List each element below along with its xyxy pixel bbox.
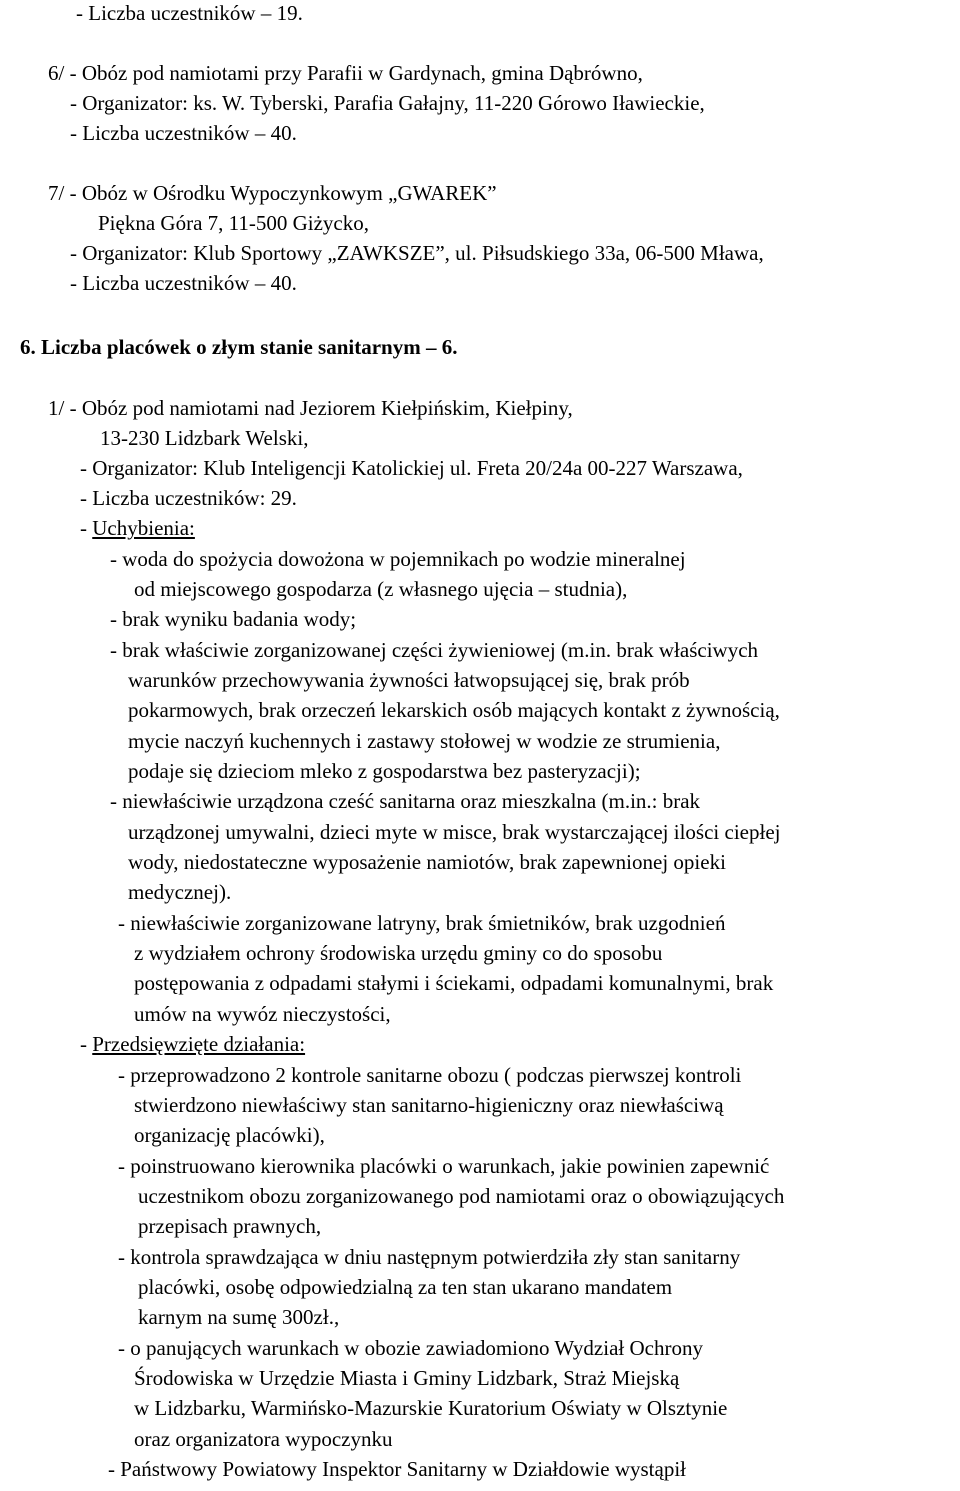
text-line: pokarmowych, brak orzeczeń lekarskich osób mających kontakt z żywnością,	[128, 698, 780, 722]
text-line: wody, niedostateczne wyposażenie namiotów, brak zapewnionej opieki	[128, 850, 726, 874]
text-line: - brak wyniku badania wody;	[110, 607, 357, 631]
text-line: - brak właściwie zorganizowanej części żywieniowej (m.in. brak właściwych	[110, 638, 759, 662]
text-line: - niewłaściwie urządzona cześć sanitarna oraz mieszkalna (m.in.: brak	[110, 789, 701, 813]
underlined-label: Przedsięwzięte działania:	[92, 1032, 306, 1056]
text-line: - poinstruowano kierownika placówki o warunkach, jakie powinien zapewnić	[118, 1154, 770, 1178]
text-line: z wydziałem ochrony środowiska urzędu gminy co do sposobu	[134, 941, 663, 965]
text-line: uczestnikom obozu zorganizowanego pod namiotami oraz o obowiązujących	[138, 1184, 785, 1208]
camp-entry-7: 7/ - Obóz w Ośrodku Wypoczynkowym „GWAREK”	[48, 181, 497, 205]
text-line: - kontrola sprawdzająca w dniu następnym potwierdziła zły stan sanitarny	[118, 1245, 741, 1269]
text-line: przepisach prawnych,	[138, 1214, 322, 1238]
camp-entry-1: 1/ - Obóz pod namiotami nad Jeziorem Kiełpińskim, Kiełpiny,	[48, 396, 573, 420]
text-line: medycznej).	[128, 880, 232, 904]
text-line: - przeprowadzono 2 kontrole sanitarne obozu ( podczas pierwszej kontroli	[118, 1063, 742, 1087]
camp-entry-6: 6/ - Obóz pod namiotami przy Parafii w Gardynach, gmina Dąbrówno,	[48, 61, 643, 85]
text-line: - Organizator: Klub Sportowy „ZAWKSZE”, ul. Piłsudskiego 33a, 06-500 Mława,	[70, 241, 764, 265]
text-line: warunków przechowywania żywności łatwopsującej się, brak prób	[128, 668, 690, 692]
text-line: - woda do spożycia dowożona w pojemnikach po wodzie mineralnej	[110, 547, 686, 571]
text-line: Piękna Góra 7, 11-500 Giżycko,	[98, 211, 369, 235]
text-line: stwierdzono niewłaściwy stan sanitarno-higieniczny oraz niewłaściwą	[134, 1093, 724, 1117]
dash: -	[80, 1032, 93, 1056]
text-line: podaje się dzieciom mleko z gospodarstwa bez pasteryzacji);	[128, 759, 641, 783]
text-line: placówki, osobę odpowiedzialną za ten stan ukarano mandatem	[138, 1275, 673, 1299]
text-line: w Lidzbarku, Warmińsko-Mazurskie Kuratorium Oświaty w Olsztynie	[134, 1396, 728, 1420]
text-line: - o panujących warunkach w obozie zawiadomiono Wydział Ochrony	[118, 1336, 703, 1360]
shortcomings-label	[80, 515, 195, 541]
text-line: Środowiska w Urzędzie Miasta i Gminy Lidzbark, Straż Miejską	[134, 1366, 680, 1390]
text-line: - Liczba uczestników – 40.	[70, 271, 297, 295]
text-line: organizację placówki),	[134, 1123, 325, 1147]
text-line: 13-230 Lidzbark Welski,	[100, 426, 309, 450]
text-line: umów na wywóz nieczystości,	[134, 1002, 391, 1026]
actions-label	[80, 1031, 305, 1057]
text-line: - Organizator: Klub Inteligencji Katolickiej ul. Freta 20/24a 00-227 Warszawa,	[80, 456, 743, 480]
text-line: - Organizator: ks. W. Tyberski, Parafia Gałajny, 11-220 Górowo Iławieckie,	[70, 91, 705, 115]
text-line: postępowania z odpadami stałymi i ściekami, odpadami komunalnymi, brak	[134, 971, 774, 995]
text-line: - Liczba uczestników – 40.	[70, 121, 297, 145]
text-line: mycie naczyń kuchennych i zastawy stołowej w wodzie ze strumienia,	[128, 729, 721, 753]
text-line: - Liczba uczestników – 19.	[76, 1, 303, 25]
text-line: - Liczba uczestników: 29.	[80, 486, 297, 510]
text-line: karnym na sumę 300zł.,	[138, 1305, 340, 1329]
text-line: - niewłaściwie zorganizowane latryny, brak śmietników, brak uzgodnień	[118, 911, 726, 935]
text-line: - Państwowy Powiatowy Inspektor Sanitarny w Działdowie wystąpił	[108, 1457, 687, 1481]
text-line: oraz organizatora wypoczynku	[134, 1427, 393, 1451]
section-heading: 6. Liczba placówek o złym stanie sanitarnym – 6.	[20, 335, 458, 359]
underlined-label: Uchybienia:	[92, 516, 195, 540]
text-line: od miejscowego gospodarza (z własnego ujęcia – studnia),	[134, 577, 628, 601]
dash: -	[80, 516, 93, 540]
text-line: urządzonej umywalni, dzieci myte w misce, brak wystarczającej ilości ciepłej	[128, 820, 781, 844]
